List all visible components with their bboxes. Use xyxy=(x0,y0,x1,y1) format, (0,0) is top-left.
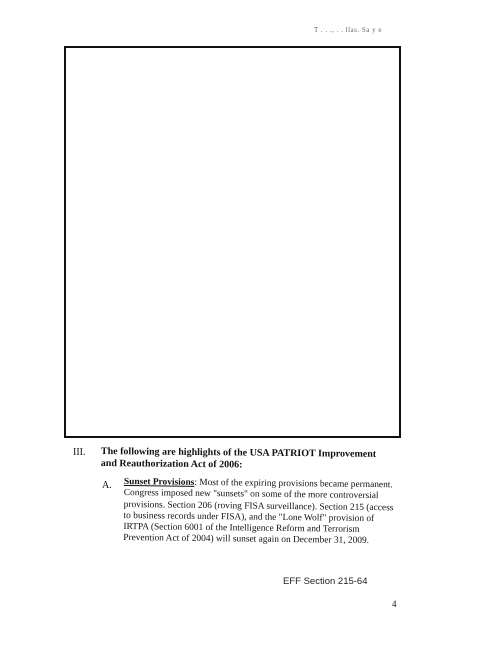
bates-label: EFF Section 215-64 xyxy=(283,576,368,587)
section-heading: The following are highlights of the USA PATRIOT Improvement and Reauthorization Act of 2006: xyxy=(100,446,377,471)
subsection-letter: A. xyxy=(102,480,112,491)
subsection-body: : Most of the expiring provisions became permanent. Congress imposed new "sunsets" on some of the more controversial provisions. Section 206 (roving FISA surveillance). Section 215 (access to business records under FISA), and the "Lone Wolf" provision of IRTPA (Section 6001 of the Intelligence Reform and Terrorism Prevention Act of 2004) will sunset again on December 31, 2009. xyxy=(123,477,394,547)
subsection-title: Sunset Provisions xyxy=(123,477,195,488)
subsection-paragraph xyxy=(123,477,394,548)
header-stamp: T . . ., . . llas. Sa y e xyxy=(314,26,382,34)
section-numeral: III. xyxy=(73,447,86,458)
redaction-box xyxy=(64,46,401,438)
page-number: 4 xyxy=(392,599,397,609)
